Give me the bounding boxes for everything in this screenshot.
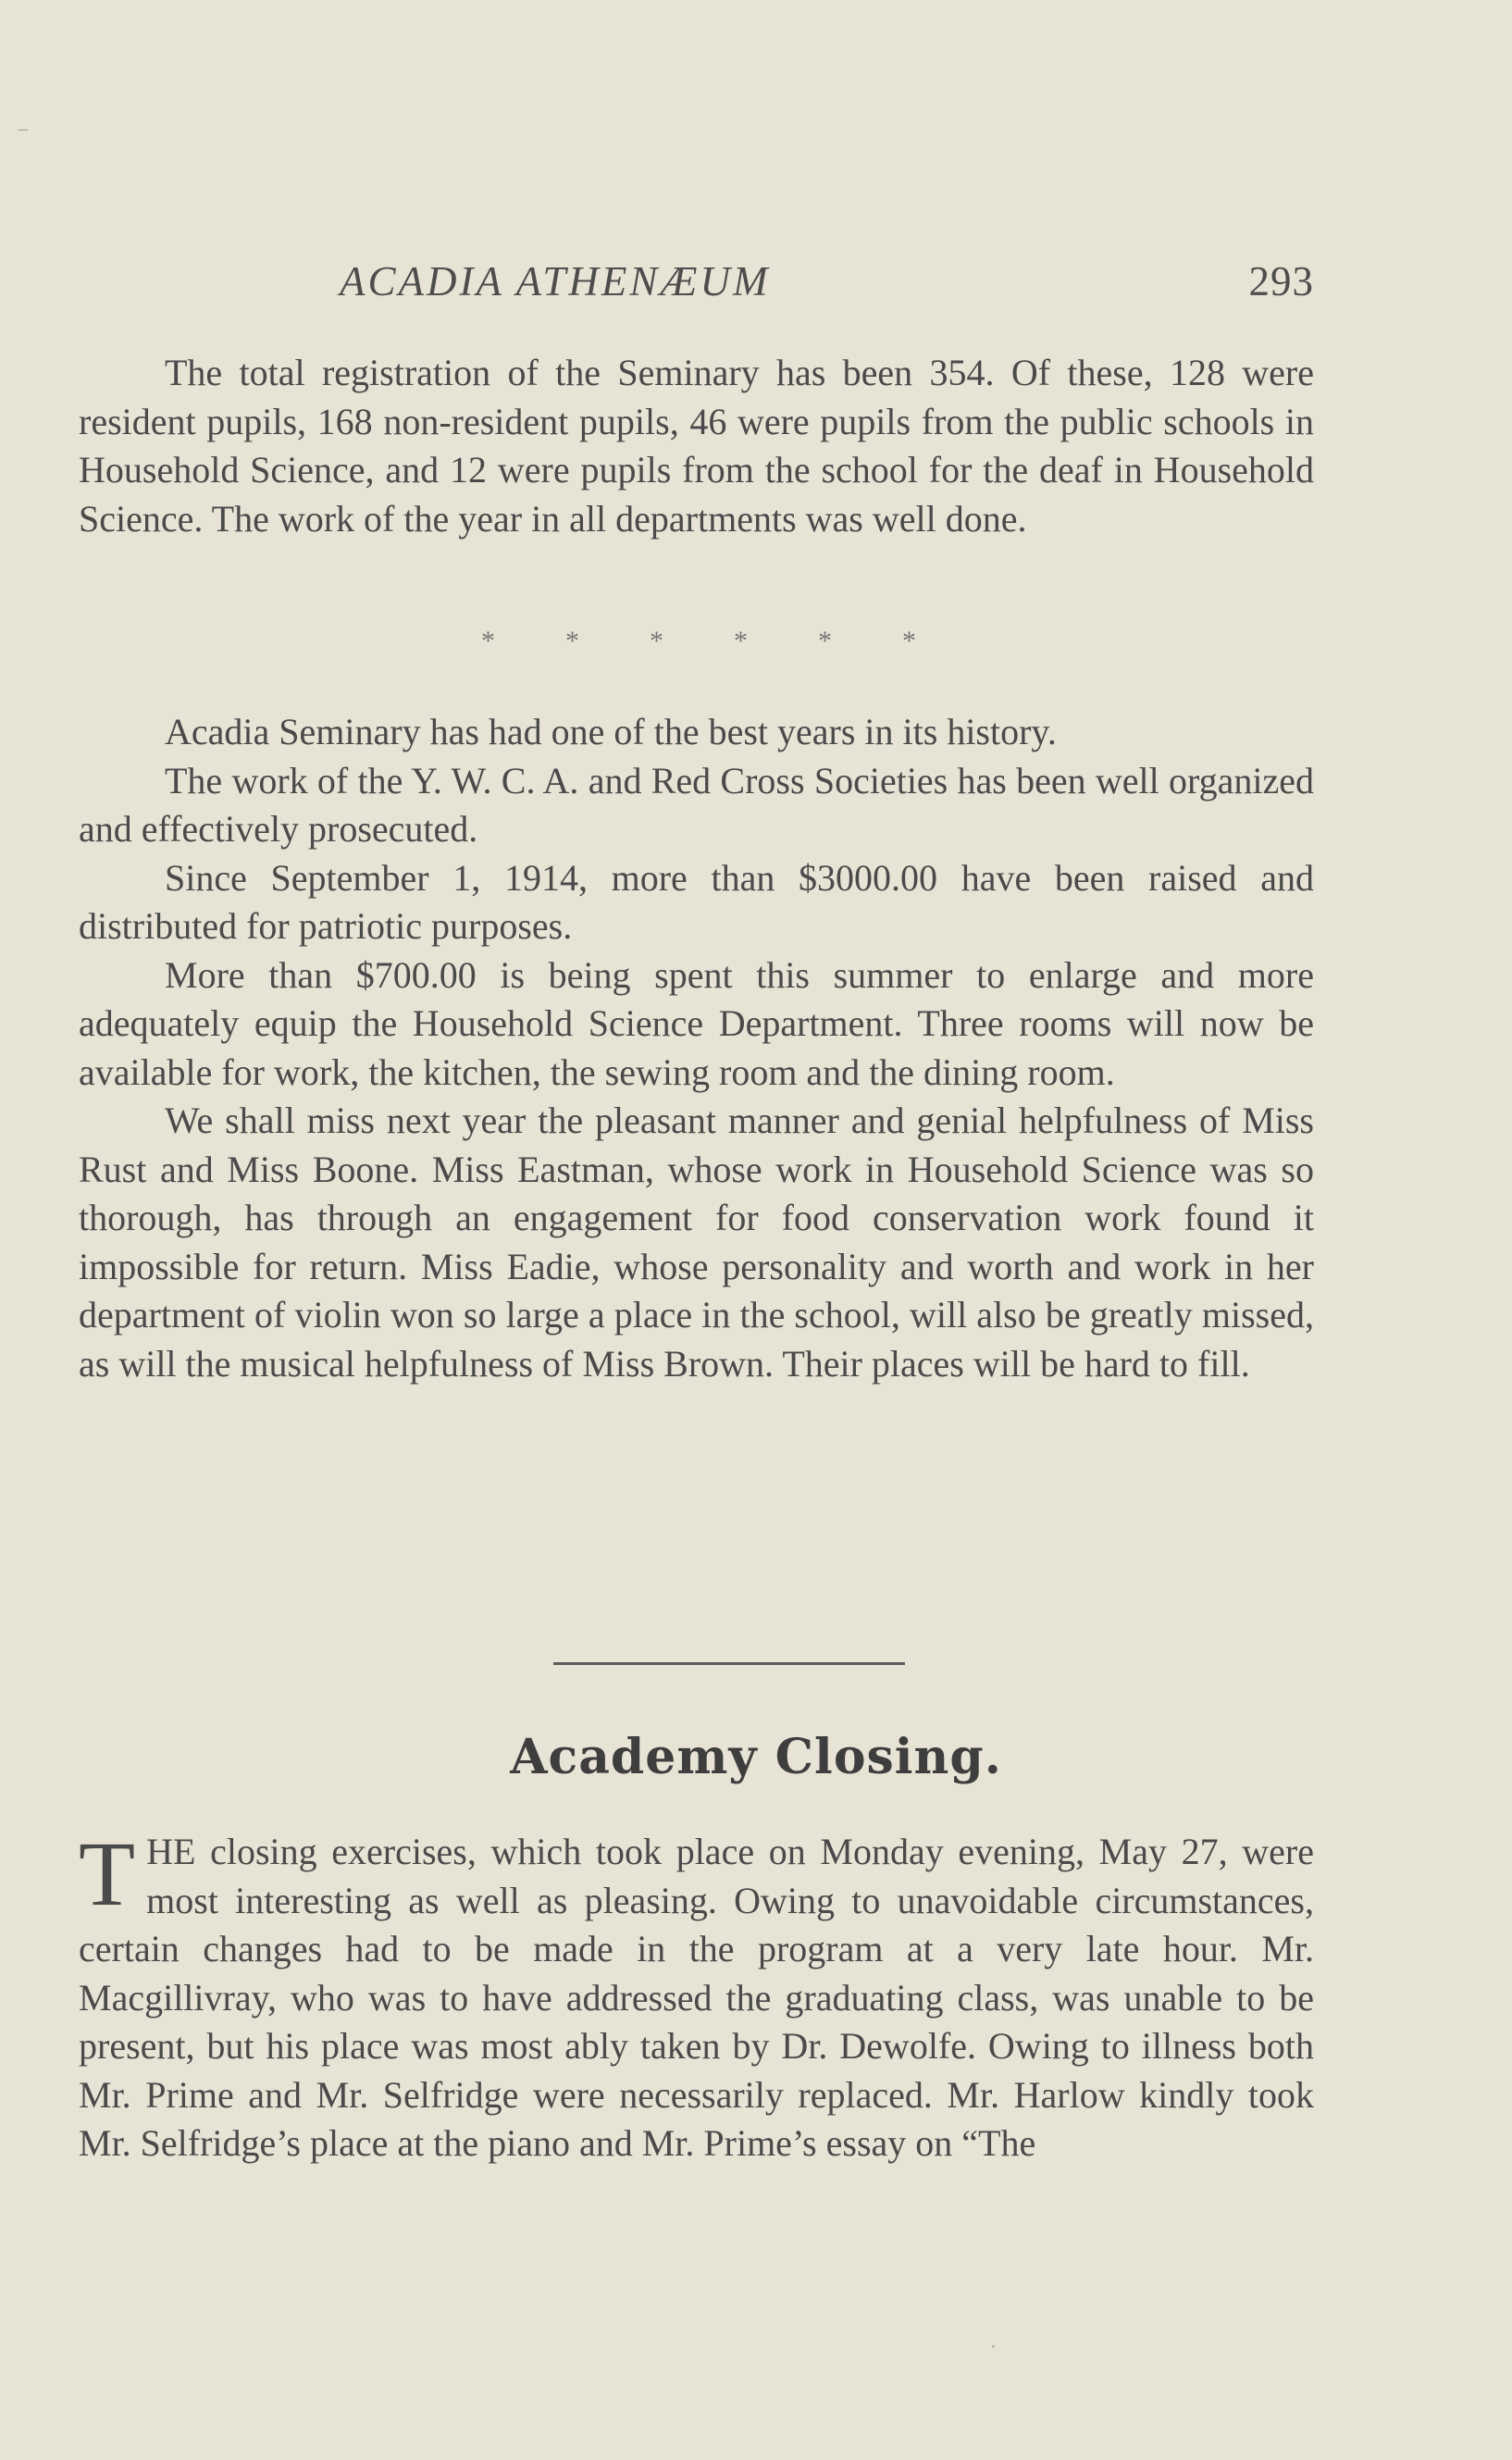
section-heading-academy-closing: Academy Closing. xyxy=(510,1729,1002,1785)
body-paragraph: Since September 1, 1914, more than $3000.00 have been raised and distributed for patriotic purposes. xyxy=(79,856,1314,947)
separator-star: * xyxy=(481,626,495,656)
academy-closing-section xyxy=(79,1822,1314,2168)
drop-cap: T xyxy=(79,1822,136,1925)
running-title: ACADIA ATHENÆUM xyxy=(340,258,771,304)
separator-star: * xyxy=(734,626,748,656)
section-divider-rule xyxy=(553,1662,905,1665)
page-speck-mark: · xyxy=(990,2337,997,2357)
page-number: 293 xyxy=(1248,258,1314,304)
separator-star: * xyxy=(902,626,916,656)
separator-star: * xyxy=(818,626,832,656)
body-paragraph: We shall miss next year the pleasant manner and genial helpfulness of Miss Rust and Miss Boone. Miss Eastman, whose work in Household Science was so thorough, has through an engagement for food conservation work found it impossible for return. Miss Eadie, whose personality and worth and work in her department of violin won so large a place in the school, will also be greatly missed, as will the musical helpfulness of Miss Brown. Their places will be hard to fill. xyxy=(79,1100,1314,1385)
academy-closing-paragraph xyxy=(79,1822,1314,2168)
body-paragraph: More than $700.00 is being spent this summer to enlarge and more adequately equip the Household Science Department. Three rooms will now be available for work, the kitchen, the sewing room and the dining room. xyxy=(79,953,1314,1093)
page-header xyxy=(79,250,1314,305)
separator-star: * xyxy=(565,626,579,656)
page-speck-mark: – xyxy=(19,118,28,139)
body-paragraph: Acadia Seminary has had one of the best years in its history. xyxy=(165,711,1057,752)
registration-paragraph: The total registration of the Seminary has been 354. Of these, 128 were resident pupils, 168 non-resident pupils, 46 were pupils from the public schools in Household Science, and 12 were pupils from the school for the deaf in Household Science. The work of the year in all departments was well done. xyxy=(79,352,1314,540)
section-separator-stars xyxy=(481,626,916,657)
seminary-year-review-section xyxy=(79,708,1314,1388)
seminary-registration-section xyxy=(79,349,1314,543)
academy-closing-text: HE closing exercises, which took place on Monday evening, May 27, were most interesting as well as pleasing. Owing to unavoidable circumstances, certain changes had to be made in the program at a very late hour. Mr. Macgillivray, who was to have addressed the graduating class, was unable to be present, but his place was most ably taken by Dr. Dewolfe. Owing to illness both Mr. Prime and Mr. Selfridge were necessarily replaced. Mr. Harlow kindly took Mr. Selfridge’s place at the piano and Mr. Prime’s essay on “The xyxy=(79,1831,1314,2164)
separator-star: * xyxy=(650,626,663,656)
body-paragraph: The work of the Y. W. C. A. and Red Cross Societies has been well organized and effectively prosecuted. xyxy=(79,759,1314,850)
